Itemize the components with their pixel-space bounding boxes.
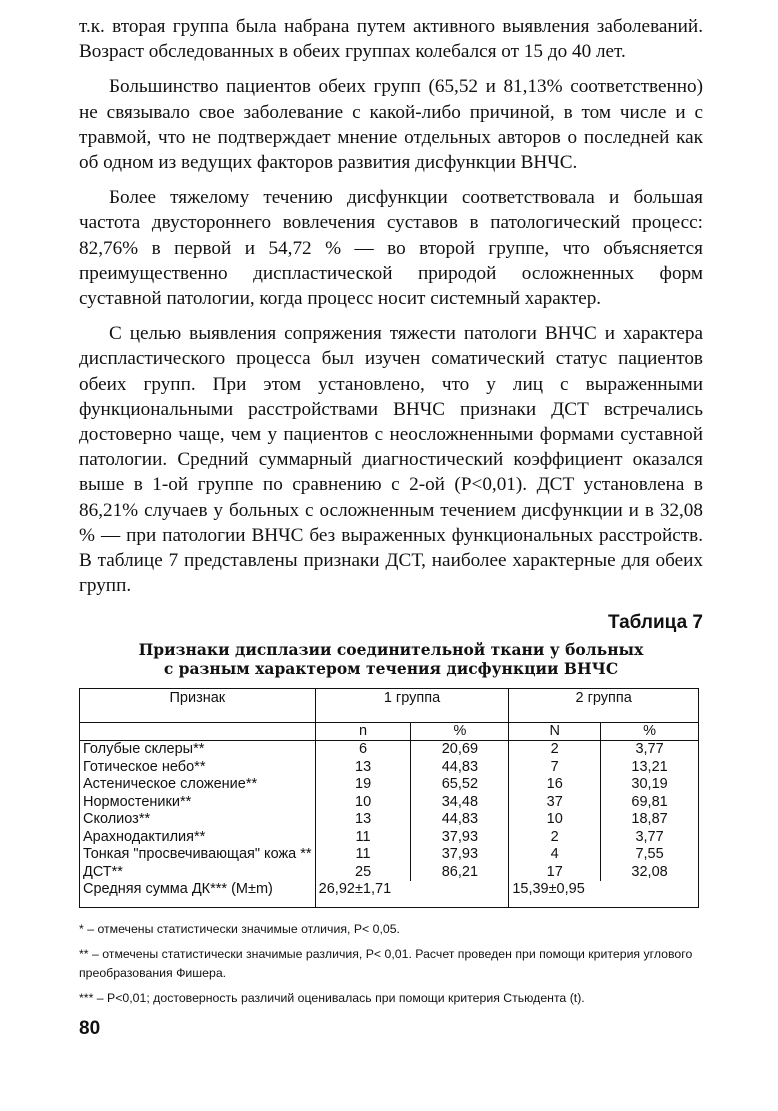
page-content — [79, 14, 703, 1014]
cell-feature: Сколиоз** — [80, 811, 316, 829]
header-feature: Признак — [80, 689, 316, 723]
table-label: Таблица 7 — [607, 612, 703, 634]
page-number: 80 — [79, 1018, 101, 1039]
cell-g2-pct: 3,77 — [601, 741, 699, 759]
cell-g1-pct: 37,93 — [411, 846, 509, 864]
cell-g2-pct: 18,87 — [601, 811, 699, 829]
cell-g2-pct: 7,55 — [601, 846, 699, 864]
cell-g1-pct: 44,83 — [411, 759, 509, 777]
cell-g1-pct: 37,93 — [411, 829, 509, 847]
header-group-2: 2 группа — [509, 689, 699, 723]
cell-g1-n: 10 — [315, 794, 411, 812]
data-table — [79, 688, 699, 908]
cell-g2-n: 7 — [509, 759, 601, 777]
paragraph-3: Более тяжелому течению дисфункции соответствовала и большая частота двустороннего вовлечения суставов в патологический процесс: 82,76% в первой и 54,72 % — во второй группе, что объясняется преимущественно диспластической природой осложненных форм суставной патологии, когда процесс носит системный характер. — [79, 187, 703, 310]
cell-g2-n: 16 — [509, 776, 601, 794]
cell-feature: Средняя сумма ДК*** (M±m) — [80, 881, 316, 907]
cell-g1-n: 11 — [315, 846, 411, 864]
cell-g2-n: 4 — [509, 846, 601, 864]
cell-g1-pct: 34,48 — [411, 794, 509, 812]
cell-g1-n: 11 — [315, 829, 411, 847]
table-row — [80, 811, 699, 829]
cell-g1-n: 13 — [315, 811, 411, 829]
footnote-3: *** – P<0,01; достоверность различий оценивалась при помощи критерия Стьюдента (t). — [79, 990, 585, 1005]
paragraph-2: Большинство пациентов обеих групп (65,52 и 81,13% соответственно) не связывало свое заболевание с какой-либо причиной, в том числе и с травмой, что не подтверждает мнение отдельных авторов о последней как об одном из ведущих факторов развития дисфункции ВНЧС. — [79, 76, 703, 174]
cell-g1-pct: 44,83 — [411, 811, 509, 829]
footnote-1: * – отмечены статистически значимые отличия, P< 0,05. — [79, 921, 400, 936]
header-g1-n: n — [315, 722, 411, 741]
cell-g2-n: 2 — [509, 829, 601, 847]
cell-g1-n: 25 — [315, 864, 411, 882]
table-caption — [79, 640, 703, 678]
cell-g2-n: 37 — [509, 794, 601, 812]
cell-feature: Готическое небо** — [80, 759, 316, 777]
cell-feature: Астеническое сложение** — [80, 776, 316, 794]
table-body — [80, 741, 699, 908]
table-caption-line-2: с разным характером течения дисфункции ВНЧС — [163, 659, 619, 679]
cell-feature: ДСТ** — [80, 864, 316, 882]
cell-g1-mean: 26,92±1,71 — [315, 881, 509, 907]
cell-feature: Арахнодактилия** — [80, 829, 316, 847]
table-row — [80, 776, 699, 794]
cell-g2-n: 10 — [509, 811, 601, 829]
cell-g1-n: 19 — [315, 776, 411, 794]
cell-feature: Тонкая "просвечивающая" кожа ** — [80, 846, 316, 864]
cell-feature: Нормостеники** — [80, 794, 316, 812]
cell-g2-pct: 69,81 — [601, 794, 699, 812]
cell-g2-pct: 13,21 — [601, 759, 699, 777]
cell-g2-mean: 15,39±0,95 — [509, 881, 699, 907]
cell-feature: Голубые склеры** — [80, 741, 316, 759]
cell-g2-pct: 32,08 — [601, 864, 699, 882]
cell-g2-pct: 3,77 — [601, 829, 699, 847]
header-g2-n: N — [509, 722, 601, 741]
cell-g1-pct: 86,21 — [411, 864, 509, 882]
header-feature-empty — [80, 722, 316, 741]
footnote-2: ** – отмечены статистически значимые различия, P< 0,01. Расчет проведен при помощи критерия углового преобразования Фишера. — [79, 946, 693, 980]
cell-g2-n: 17 — [509, 864, 601, 882]
table-row-mean-dk — [80, 881, 699, 907]
table-caption-line-1: Признаки дисплазии соединительной ткани у больных — [138, 640, 644, 660]
cell-g1-n: 13 — [315, 759, 411, 777]
paragraph-1: т.к. вторая группа была набрана путем активного выявления заболеваний. Возраст обследованных в обеих группах колебался от 15 до 40 лет. — [79, 16, 703, 63]
cell-g2-n: 2 — [509, 741, 601, 759]
table-row — [80, 864, 699, 882]
cell-g2-pct: 30,19 — [601, 776, 699, 794]
cell-g1-n: 6 — [315, 741, 411, 759]
table-row — [80, 846, 699, 864]
cell-g1-pct: 65,52 — [411, 776, 509, 794]
paragraph-4: С целью выявления сопряжения тяжести патологи ВНЧС и характера диспластического процесса был изучен соматический статус пациентов обеих групп. При этом установлено, что у лиц с выраженными функциональными расстройствами ВНЧС признаки ДСТ встречались достоверно чаще, чем у пациентов с неосложненными формами суставной патологии. Средний суммарный диагностический коэффициент оказался выше в 1-ой группе по сравнению с 2-ой (P<0,01). ДСТ установлена в 86,21% случаев у больных с осложненным течением дисфункции и в 32,08 % — при патологии ВНЧС без выраженных функциональных расстройств. В таблице 7 представлены признаки ДСТ, наиболее характерные для обеих групп. — [79, 323, 703, 597]
table-row — [80, 829, 699, 847]
footnotes — [79, 920, 703, 1008]
table-row — [80, 759, 699, 777]
header-g1-pct: % — [411, 722, 509, 741]
table-row — [80, 741, 699, 759]
table-row — [80, 794, 699, 812]
header-g2-pct: % — [601, 722, 699, 741]
cell-g1-pct: 20,69 — [411, 741, 509, 759]
header-group-1: 1 группа — [315, 689, 509, 723]
